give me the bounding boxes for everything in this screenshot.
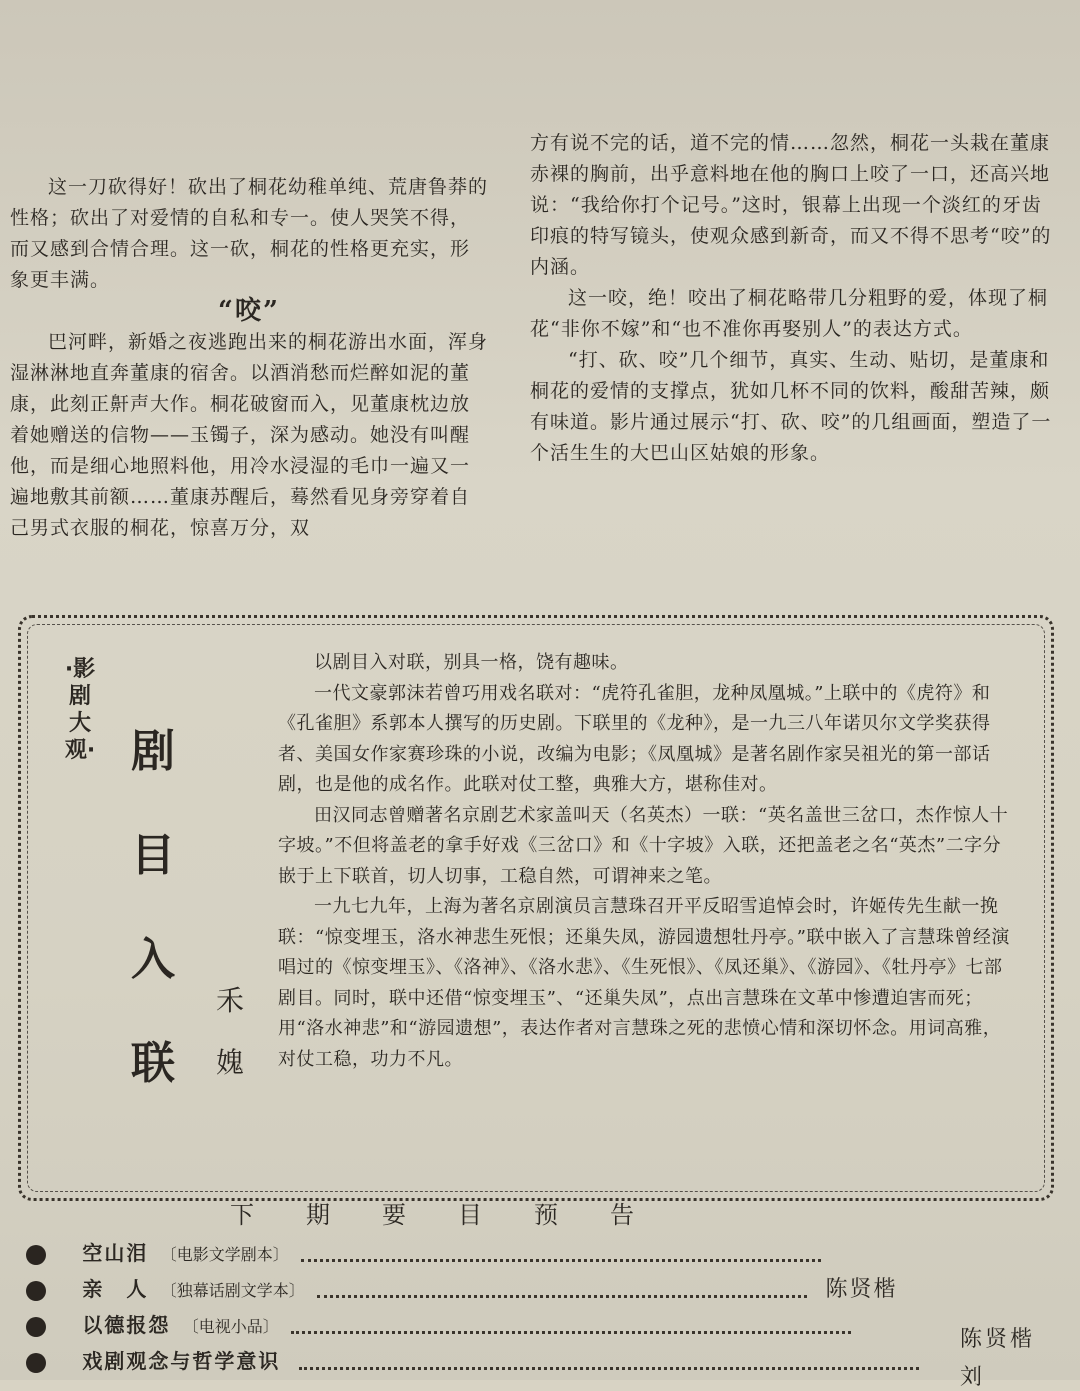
bullet-icon	[26, 1317, 46, 1337]
feature-paragraph: 一代文豪郭沫若曾巧用戏名联对：“虎符孔雀胆，龙种凤凰城。”上联中的《虎符》和《孔雀胆》系郭本人撰写的历史剧。下联里的《龙种》，是一九三八年诺贝尔文学奖获得者、美国女作家赛珍珠的小说，改编为电影；《凤凰城》是著名剧作家吴祖光的第一部话剧，也是他的成名作。此联对仗工整，典雅大方，堪称佳对。	[278, 682, 991, 795]
article-right-column	[530, 128, 1058, 469]
bullet-icon	[26, 1353, 46, 1373]
preview-item	[26, 1274, 1076, 1310]
bullet-icon	[26, 1281, 46, 1301]
feature-body	[278, 648, 1018, 1075]
feature-author: 禾媿	[215, 984, 244, 1079]
feature-paragraph: 一九七九年，上海为著名京剧演员言慧珠召开平反昭雪追悼会时，许姬传先生献一挽联：“惊变埋玉，洛水神悲生死恨；还巢失凤，游园遗想牡丹亭。”联中嵌入了言慧珠曾经演唱过的《惊变埋玉》、《洛神》、《洛水悲》、《生死恨》、《凤还巢》、《游园》、《牡丹亭》七部剧目。同时，联中还借“惊变埋玉”、“还巢失凤”，点出言慧珠在文革中惨遭迫害而死；用“洛水神悲”和“游园遗想”，表达作者对言慧珠之死的悲愤心情和深切怀念。用词高雅，对仗工稳，功力不凡。	[278, 896, 1010, 1070]
section-heading-bite: “咬”	[218, 296, 280, 326]
article-paragraph: 方有说不完的话，道不完的情……忽然，桐花一头栽在董康赤裸的胸前，出乎意料地在他的胸口上咬了一口，还高兴地说：“我给你打个记号。”这时，银幕上出现一个淡红的牙齿印痕的特写镜头，使观众感到新奇，而又不得不思考“咬”的内涵。	[530, 132, 1052, 278]
feature-title: 剧目入联	[131, 726, 175, 1089]
preview-item-title: 空山泪	[82, 1241, 149, 1265]
preview-list	[26, 1238, 1076, 1382]
column-tag: ·影剧大观·	[64, 657, 96, 763]
bullet-icon	[26, 1245, 46, 1265]
preview-item	[26, 1238, 1076, 1274]
preview-item-title: 亲 人	[82, 1277, 149, 1301]
preview-item-category: 〔独幕话剧文学本〕	[160, 1281, 305, 1300]
article-paragraph: 这一咬，绝！咬出了桐花略带几分粗野的爱，体现了桐花“非你不嫁”和“也不准你再娶别人”的表达方式。	[530, 287, 1049, 340]
preview-item	[26, 1310, 1076, 1346]
preview-item-title: 以德报怨	[82, 1313, 171, 1337]
dotted-leader	[317, 1289, 807, 1298]
preview-heading: 下期要目预告	[230, 1201, 686, 1229]
article-paragraph: “打、砍、咬”几个细节，真实、生动、贴切，是董康和桐花的爱情的支撑点，犹如几杯不同的饮料，酸甜苦辣，颇有味道。影片通过展示“打、砍、咬”的几组画面，塑造了一个活生生的大巴山区姑娘的形象。	[530, 349, 1052, 464]
feature-paragraph: 田汉同志曾赠著名京剧艺术家盖叫天（名英杰）一联：“英名盖世三岔口，杰作惊人十字坡。”不但将盖老的拿手好戏《三岔口》和《十字坡》入联，还把盖老之名“英杰”二字分嵌于上下联首，切人切事，工稳自然，可谓神来之笔。	[278, 804, 1009, 887]
preview-item-category: 〔电影文学剧本〕	[160, 1245, 289, 1264]
preview-right-author-2: 刘	[960, 1365, 986, 1390]
preview-item	[26, 1346, 1076, 1382]
article-paragraph: 巴河畔，新婚之夜逃跑出来的桐花游出水面，浑身湿淋淋地直奔董康的宿舍。以酒消愁而烂醉如泥的董康，此刻正鼾声大作。桐花破窗而入，见董康枕边放着她赠送的信物——玉镯子，深为感动。她没有叫醒他，而是细心地照料他，用冷水浸湿的毛巾一遍又一遍地敷其前额……董康苏醒后，蓦然看见身旁穿着自己男式衣服的桐花，惊喜万分，双	[10, 331, 489, 539]
dotted-leader	[301, 1253, 821, 1262]
preview-item-title: 戏剧观念与哲学意识	[82, 1349, 281, 1373]
preview-right-author: 陈贤楷	[960, 1327, 1036, 1352]
dotted-leader	[291, 1325, 851, 1334]
dotted-leader	[299, 1361, 919, 1370]
feature-paragraph: 以剧目入对联，别具一格，饶有趣味。	[314, 652, 629, 673]
preview-item-author: 陈贤楷	[825, 1277, 898, 1302]
article-paragraph: 这一刀砍得好！砍出了桐花幼稚单纯、荒唐鲁莽的性格；砍出了对爱情的自私和专一。使人哭笑不得，而又感到合情合理。这一砍，桐花的性格更充实，形象更丰满。	[10, 176, 489, 291]
preview-item-category: 〔电视小品〕	[182, 1317, 279, 1336]
article-left-column	[10, 172, 488, 544]
